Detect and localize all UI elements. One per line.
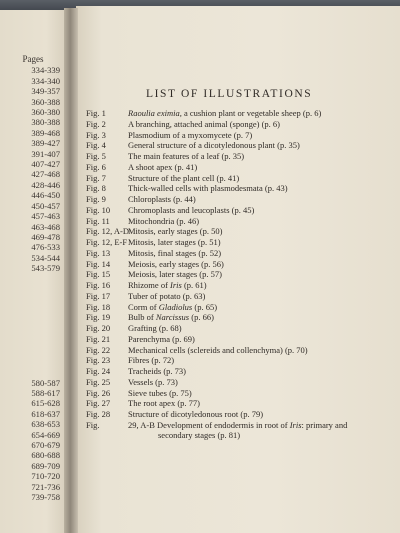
page-range: 670-679 xyxy=(31,439,60,450)
description-text: Meiosis, early stages (p. 56) xyxy=(128,258,224,269)
page-range: 476-533 xyxy=(31,242,60,253)
illustration-entry xyxy=(86,162,392,173)
description-text: Bulb of xyxy=(128,312,156,323)
genus-name: Gladiolus xyxy=(158,301,193,312)
page-range: 360-388 xyxy=(31,96,60,107)
description-text: Vessels (p. 73) xyxy=(128,376,178,387)
illustration-entry xyxy=(86,280,392,291)
illustration-entry xyxy=(86,345,392,356)
description-text: Development of endodermis in root of xyxy=(157,419,290,430)
figure-description xyxy=(128,151,244,162)
description-text: Corm of xyxy=(128,301,159,312)
page-reference: (p. 65) xyxy=(192,301,218,312)
figure-label xyxy=(86,108,128,119)
figure-label xyxy=(86,162,128,173)
page-range: 721-736 xyxy=(31,481,60,492)
figure-description xyxy=(128,280,207,291)
illustration-entry xyxy=(86,226,392,237)
description-text: Mechanical cells (sclereids and collenchyma) (p. 70) xyxy=(128,344,308,355)
fig-number: 18 xyxy=(101,301,111,312)
figure-description xyxy=(128,119,280,130)
description-text: Parenchyma (p. 69) xyxy=(128,333,195,344)
figure-label xyxy=(86,216,128,227)
page-range: 389-427 xyxy=(31,138,60,149)
fig-prefix: Fig. xyxy=(86,172,100,183)
figure-description xyxy=(128,108,321,119)
figure-description xyxy=(128,194,196,205)
fig-prefix: Fig. xyxy=(86,398,100,409)
page-range: 710-720 xyxy=(31,471,60,482)
fig-number: 20 xyxy=(101,323,111,333)
fig-prefix: Fig. xyxy=(86,323,100,333)
description-text: Mitochondria (p. 46) xyxy=(128,215,200,226)
description-text: Chloroplasts (p. 44) xyxy=(128,194,196,204)
illustration-entry xyxy=(86,216,392,227)
fig-number: 25 xyxy=(101,376,111,387)
figure-label xyxy=(86,420,128,431)
page-range: 463-468 xyxy=(31,221,60,232)
fig-prefix: Fig. xyxy=(86,215,100,226)
description-text: a cushion plant or vegetable sheep (p. 6) xyxy=(181,108,322,118)
figure-description xyxy=(128,345,308,356)
page-range: 334-340 xyxy=(31,75,60,86)
page-range: 428-446 xyxy=(31,179,60,190)
figure-label xyxy=(86,312,128,323)
figure-label xyxy=(86,366,128,377)
fig-number: 8 xyxy=(101,183,106,194)
figure-label xyxy=(86,237,128,248)
figure-label xyxy=(86,388,128,399)
fig-number: 16 xyxy=(101,280,111,290)
figure-description xyxy=(128,409,263,420)
fig-number: 12, A-D xyxy=(101,226,129,237)
fig-prefix: Fig. xyxy=(86,247,100,258)
illustration-entry xyxy=(86,130,392,141)
figure-label xyxy=(86,345,128,356)
illustration-entry xyxy=(86,119,392,130)
figure-description xyxy=(128,388,192,399)
description-text: Tracheids (p. 73) xyxy=(128,366,186,376)
page-range: 360-380 xyxy=(31,107,60,118)
figure-description xyxy=(128,398,200,409)
figure-label xyxy=(86,183,128,194)
page-range: 534-544 xyxy=(31,252,60,263)
description-text: : primary and xyxy=(301,419,348,430)
page-range: 457-463 xyxy=(31,211,60,222)
fig-number: 3 xyxy=(101,129,106,140)
description-text: Tuber of potato (p. 63) xyxy=(128,290,206,301)
fig-prefix: Fig. xyxy=(86,290,100,301)
page-range: 543-579 xyxy=(31,263,60,274)
figure-description xyxy=(128,312,214,323)
page-range: 689-709 xyxy=(31,460,60,471)
genus-name: Iris xyxy=(170,280,182,290)
description-text: Rhizome of xyxy=(128,280,171,290)
fig-prefix: Fig. xyxy=(86,301,100,312)
figure-description xyxy=(128,291,205,302)
page-range: 618-637 xyxy=(31,408,60,419)
page-range: 427-468 xyxy=(31,169,60,180)
fig-number: 4 xyxy=(101,140,106,151)
figure-label xyxy=(86,334,128,345)
description-text: Chromoplasts and leucoplasts (p. 45) xyxy=(128,204,255,215)
fig-prefix: Fig. xyxy=(86,333,100,344)
description-text: The root apex (p. 77) xyxy=(128,398,200,409)
figure-description xyxy=(128,140,300,151)
column-gap xyxy=(4,274,62,378)
illustration-entry xyxy=(86,194,392,205)
page-range: 380-388 xyxy=(31,117,60,128)
illustration-entry xyxy=(86,173,392,184)
fig-number: 2 xyxy=(101,118,106,129)
figure-label xyxy=(86,280,128,291)
figure-label xyxy=(86,140,128,151)
page-reference: (p. 61) xyxy=(181,280,207,290)
fig-number: 27 xyxy=(101,398,111,409)
figure-description xyxy=(128,130,252,141)
fig-number: 13 xyxy=(101,247,111,258)
figure-description xyxy=(128,205,254,216)
fig-prefix: Fig. xyxy=(86,194,100,204)
description-text: Meiosis, later stages (p. 57) xyxy=(128,269,222,280)
pages-header: Pages xyxy=(22,54,44,64)
fig-prefix: Fig. xyxy=(86,204,100,215)
illustration-entry xyxy=(86,291,392,302)
page-range: 680-688 xyxy=(31,450,60,461)
description-continuation: secondary stages (p. 81) xyxy=(158,430,241,441)
fig-number: 5 xyxy=(101,151,106,161)
illustration-entry xyxy=(86,108,392,119)
left-page xyxy=(0,10,66,533)
fig-number: 11 xyxy=(101,215,110,226)
figure-description xyxy=(128,334,195,345)
fig-prefix: Fig. xyxy=(86,161,100,172)
fig-prefix: Fig. xyxy=(86,312,100,323)
figure-description xyxy=(128,269,222,280)
description-text: Fibres (p. 72) xyxy=(128,355,175,366)
page-range: 450-457 xyxy=(31,200,60,211)
page-title: LIST OF ILLUSTRATIONS xyxy=(146,88,313,100)
illustration-entry xyxy=(86,302,392,313)
page-reference: (p. 66) xyxy=(189,312,214,323)
illustration-entry xyxy=(86,248,392,259)
description-text: Grafting (p. 68) xyxy=(128,323,182,333)
fig-prefix: Fig. xyxy=(86,366,100,376)
figure-label xyxy=(86,269,128,280)
illustration-entry xyxy=(86,388,392,399)
page-range: 349-357 xyxy=(31,86,60,97)
figure-description xyxy=(128,173,239,184)
description-text: Mitosis, early stages (p. 50) xyxy=(128,226,223,237)
figure-description xyxy=(128,259,224,270)
page-range: 739-758 xyxy=(31,492,60,502)
illustration-entry xyxy=(86,237,392,248)
fig-prefix: Fig. xyxy=(86,118,100,129)
fig-number: 6 xyxy=(101,161,106,172)
page-range: 391-407 xyxy=(31,148,60,159)
fig-prefix: Fig. xyxy=(86,258,100,269)
genus-name: Iris xyxy=(289,419,302,430)
page-range: 407-427 xyxy=(31,159,60,170)
figure-label xyxy=(86,173,128,184)
illustration-entry xyxy=(86,355,392,366)
page-range: 469-478 xyxy=(31,231,60,242)
illustration-entry xyxy=(86,205,392,216)
figure-label xyxy=(86,377,128,388)
page-range: 446-450 xyxy=(31,190,60,201)
illustration-entry xyxy=(86,398,392,409)
fig-number: 7 xyxy=(101,172,106,183)
species-name: Raoulia eximia, xyxy=(128,108,182,118)
description-text: Thick-walled cells with plasmodesmata (p. 43) xyxy=(128,183,288,194)
description-text: The main features of a leaf (p. 35) xyxy=(128,151,245,161)
fig-number: 17 xyxy=(101,290,111,301)
fig-prefix: Fig. xyxy=(86,355,100,366)
page-range: 588-617 xyxy=(31,387,60,398)
figure-description xyxy=(128,420,390,441)
fig-prefix: Fig. xyxy=(86,419,100,430)
page-range-column xyxy=(4,54,62,502)
fig-number: 12, E-F xyxy=(101,237,128,247)
figure-label xyxy=(86,248,128,259)
figure-label xyxy=(86,302,128,313)
fig-prefix: Fig. xyxy=(86,183,100,194)
figure-label xyxy=(86,130,128,141)
page-range: 654-669 xyxy=(31,429,60,440)
illustration-entry xyxy=(86,140,392,151)
description-text: Mitosis, later stages (p. 51) xyxy=(128,237,221,247)
description-text: A branching, attached animal (sponge) (p. 6) xyxy=(128,118,281,129)
illustration-entry xyxy=(86,259,392,270)
figure-label xyxy=(86,259,128,270)
illustration-list xyxy=(86,108,392,441)
figure-description xyxy=(128,226,222,237)
fig-prefix: Fig. xyxy=(86,269,100,280)
fig-number: 1 xyxy=(101,108,106,118)
illustration-entry xyxy=(86,366,392,377)
illustration-entry xyxy=(86,420,392,441)
figure-label xyxy=(86,226,128,237)
book-gutter xyxy=(64,8,78,533)
fig-number: 26 xyxy=(101,387,111,398)
fig-prefix: Fig. xyxy=(86,280,100,290)
figure-description xyxy=(128,216,199,227)
fig-prefix: Fig. xyxy=(86,108,100,118)
figure-description xyxy=(128,323,182,334)
description-text: Structure of the plant cell (p. 41) xyxy=(128,172,240,183)
description-text: Plasmodium of a myxomycete (p. 7) xyxy=(128,129,253,140)
genus-name: Narcissus xyxy=(155,312,190,323)
illustration-entry xyxy=(86,323,392,334)
figure-description xyxy=(128,248,221,259)
fig-number: 9 xyxy=(101,194,106,204)
fig-number: 22 xyxy=(101,344,111,355)
fig-prefix: Fig. xyxy=(86,409,100,419)
figure-description xyxy=(128,366,186,377)
description-text: Mitosis, final stages (p. 52) xyxy=(128,247,222,258)
fig-prefix: Fig. xyxy=(86,129,100,140)
description-text: A shoot apex (p. 41) xyxy=(128,161,198,172)
figure-label xyxy=(86,205,128,216)
figure-label xyxy=(86,398,128,409)
fig-number: 29, A-B xyxy=(128,419,155,430)
figure-label xyxy=(86,151,128,162)
description-text: Structure of dicotyledonous root (p. 79) xyxy=(128,409,264,419)
fig-prefix: Fig. xyxy=(86,376,100,387)
figure-label xyxy=(86,409,128,420)
illustration-entry xyxy=(86,334,392,345)
fig-number: 28 xyxy=(101,409,111,419)
fig-number: 24 xyxy=(101,366,111,376)
page-range: 389-468 xyxy=(31,127,60,138)
illustration-entry xyxy=(86,151,392,162)
illustration-entry xyxy=(86,269,392,280)
fig-number: 15 xyxy=(101,269,111,280)
illustration-entry xyxy=(86,377,392,388)
fig-number: 19 xyxy=(101,312,111,323)
fig-prefix: Fig. xyxy=(86,140,100,151)
figure-label xyxy=(86,119,128,130)
fig-prefix: Fig. xyxy=(86,151,100,161)
figure-description xyxy=(128,377,178,388)
page-range: 580-587 xyxy=(31,377,60,388)
figure-label xyxy=(86,194,128,205)
fig-prefix: Fig. xyxy=(86,237,100,247)
figure-description xyxy=(128,302,217,313)
fig-number: 14 xyxy=(101,258,111,269)
page-ranges-bottom xyxy=(4,378,62,503)
figure-description xyxy=(128,237,221,248)
figure-description xyxy=(128,162,197,173)
illustration-entry xyxy=(86,312,392,323)
fig-number: 23 xyxy=(101,355,111,366)
page-range: 638-653 xyxy=(31,419,60,430)
description-text: Sieve tubes (p. 75) xyxy=(128,387,192,398)
fig-number: 21 xyxy=(101,333,111,344)
fig-number: 10 xyxy=(101,204,111,215)
illustration-entry xyxy=(86,183,392,194)
figure-description xyxy=(128,355,174,366)
illustration-entry xyxy=(86,409,392,420)
fig-prefix: Fig. xyxy=(86,344,100,355)
figure-label xyxy=(86,355,128,366)
fig-prefix: Fig. xyxy=(86,226,100,237)
description-text: General structure of a dicotyledonous plant (p. 35) xyxy=(128,140,300,151)
fig-prefix: Fig. xyxy=(86,387,100,398)
figure-label xyxy=(86,291,128,302)
figure-label xyxy=(86,323,128,334)
figure-description xyxy=(128,183,288,194)
page-range: 334-339 xyxy=(31,65,60,76)
page-ranges-top xyxy=(4,65,62,273)
page-range: 615-628 xyxy=(31,398,60,409)
